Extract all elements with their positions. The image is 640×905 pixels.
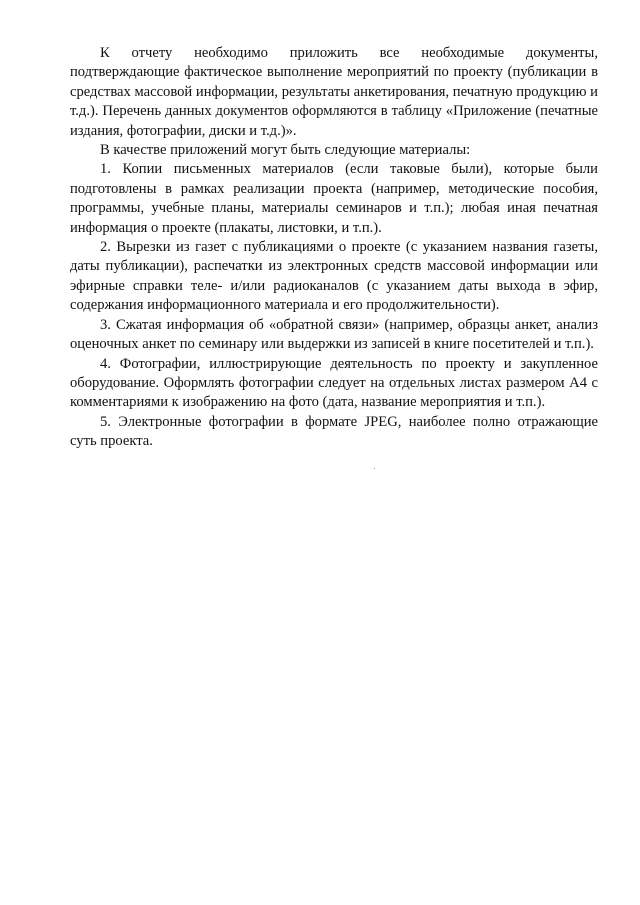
document-body: [70, 44, 598, 452]
list-item-4: 4. Фотографии, иллюстрирующие деятельность по проекту и закупленное оборудование. Оформлять фотографии следует на отдельных листах размером А4 с комментариями к изображению на фото (дата, название мероприятия и т.п.).: [70, 355, 598, 411]
list-item-1: 1. Копии письменных материалов (если таковые были), которые были подготовлены в рамках реализации проекта (например, методические пособия, программы, учебные планы, материалы семинаров и т.п.); любая иная печатная информация о проекте (плакаты, листовки, и т.п.).: [70, 161, 598, 236]
scan-speck: [374, 468, 375, 469]
list-item-5: 5. Электронные фотографии в формате JPEG, наиболее полно отражающие суть проекта.: [70, 413, 598, 450]
intro-paragraph: К отчету необходимо приложить все необходимые документы, подтверждающие фактическое выполнение мероприятий по проекту (публикации в средствах массовой информации, результаты анкетирования, печатную продукцию и т.д.). Перечень данных документов оформляются в таблицу «Приложение (печатные издания, фотографии, диски и т.д.)».: [70, 45, 598, 139]
list-item-3: 3. Сжатая информация об «обратной связи» (например, образцы анкет, анализ оценочных анкет по семинару или выдержки из записей в книге посетителей и т.п.).: [70, 316, 598, 353]
list-item-2: 2. Вырезки из газет с публикациями о проекте (с указанием названия газеты, даты публикации), распечатки из электронных средств массовой информации или эфирные справки теле- и/или радиоканалов (с указанием даты выхода в эфир, содержания информационного материала и его продолжительности).: [70, 239, 598, 314]
materials-heading-paragraph: В качестве приложений могут быть следующие материалы:: [100, 142, 471, 159]
